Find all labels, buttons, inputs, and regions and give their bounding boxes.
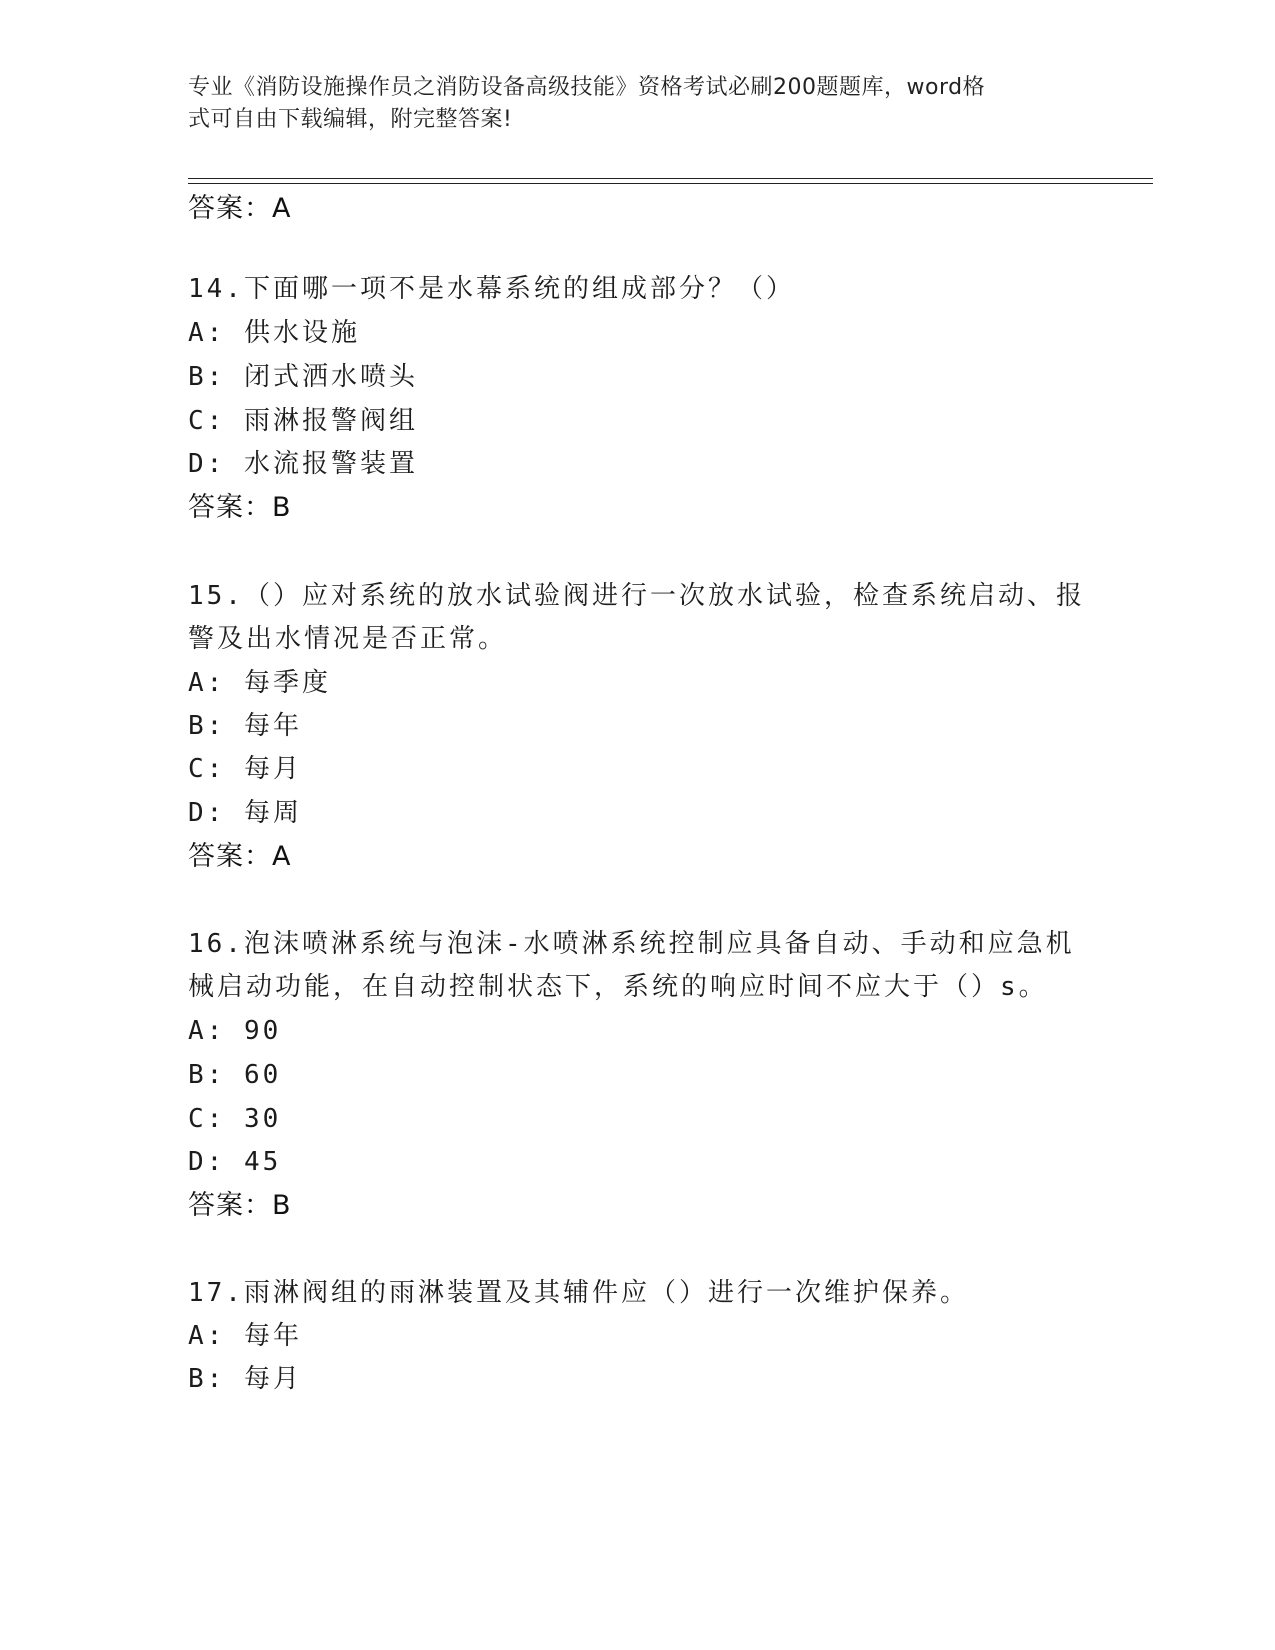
question-15-option-b: B: 每年 <box>188 711 302 741</box>
question-15-option-d: D: 每周 <box>188 798 302 828</box>
question-14-option-d: D: 水流报警装置 <box>188 449 418 479</box>
header-line-1: 专业《消防设施操作员之消防设备高级技能》资格考试必刷200题题库，word格 <box>188 75 986 100</box>
question-17-option-b: B: 每月 <box>188 1364 302 1394</box>
answer-line: 答案：A <box>188 193 292 224</box>
question-17-stem: 17.雨淋阀组的雨淋装置及其辅件应（）进行一次维护保养。 <box>188 1278 969 1308</box>
header-divider-top <box>188 178 1153 179</box>
document-header <box>188 72 1068 136</box>
question-15-option-a: A: 每季度 <box>188 668 331 698</box>
question-14-answer: 答案：B <box>188 492 292 523</box>
question-15-stem-line-2: 警及出水情况是否正常。 <box>188 624 508 654</box>
question-16-option-d: D: 45 <box>188 1147 282 1177</box>
question-16-option-b: B: 60 <box>188 1060 282 1090</box>
question-16-option-c: C: 30 <box>188 1104 282 1134</box>
question-16-option-a: A: 90 <box>188 1016 282 1046</box>
question-15-option-c: C: 每月 <box>188 754 302 784</box>
header-line-2: 式可自由下载编辑，附完整答案! <box>188 107 513 132</box>
question-14-option-a: A: 供水设施 <box>188 318 360 348</box>
header-divider-bottom <box>188 183 1153 184</box>
question-15-stem-line-1: 15.（）应对系统的放水试验阀进行一次放水试验，检查系统启动、报 <box>188 581 1085 611</box>
question-17-option-a: A: 每年 <box>188 1321 302 1351</box>
question-14-stem: 14.下面哪一项不是水幕系统的组成部分？（） <box>188 274 795 304</box>
question-16-answer: 答案：B <box>188 1190 292 1221</box>
question-16-stem-line-2: 械启动功能，在自动控制状态下，系统的响应时间不应大于（）s。 <box>188 972 1048 1002</box>
question-14-option-b: B: 闭式洒水喷头 <box>188 362 418 392</box>
question-14-option-c: C: 雨淋报警阀组 <box>188 406 418 436</box>
question-15-answer: 答案：A <box>188 841 292 872</box>
question-16-stem-line-1: 16.泡沫喷淋系统与泡沫-水喷淋系统控制应具备自动、手动和应急机 <box>188 929 1075 959</box>
